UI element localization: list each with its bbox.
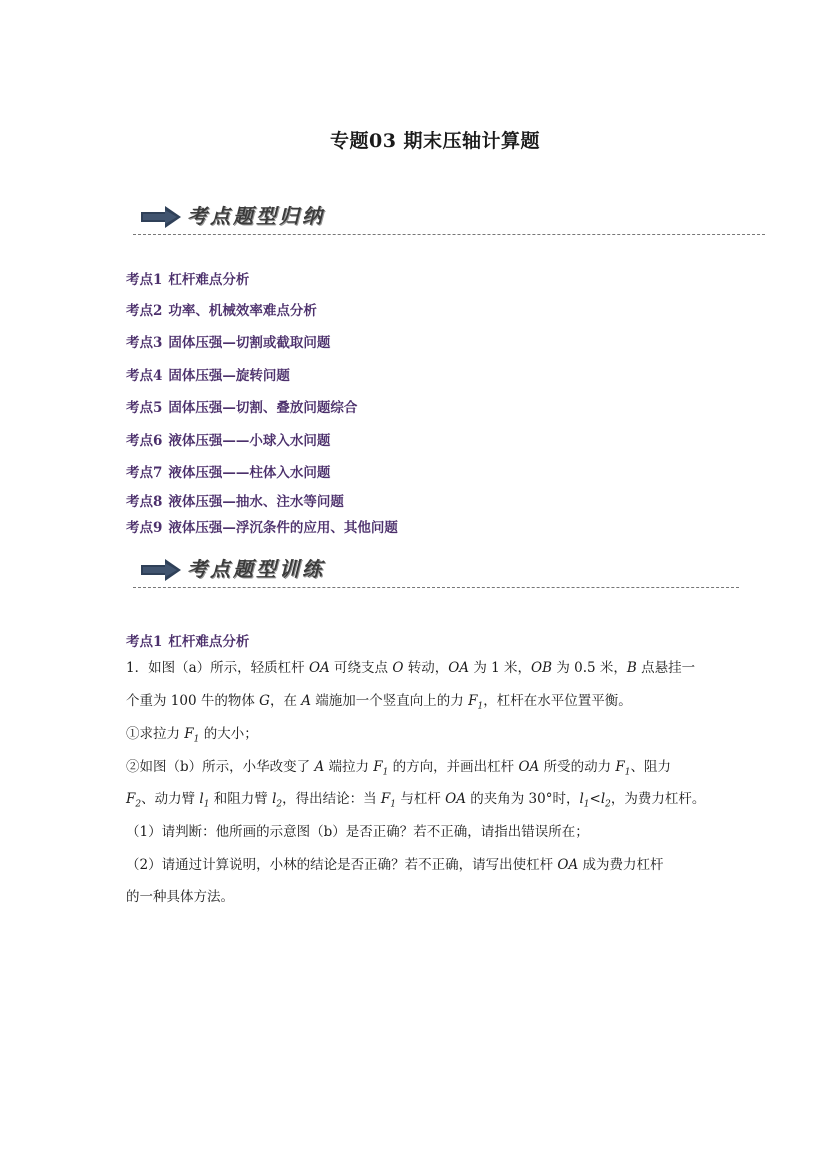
item-label: 杠杆难点分析 <box>168 272 250 288</box>
subscript: 1 <box>583 799 590 810</box>
list-item <box>126 268 249 288</box>
subscript: 2 <box>605 799 611 810</box>
item-number: 考点5 <box>126 400 163 416</box>
var-OA: OA <box>448 660 470 676</box>
question-line-5 <box>126 789 705 815</box>
item-number: 考点7 <box>126 465 163 481</box>
item-label: 固体压强—切割或截取问题 <box>168 335 331 351</box>
text-run: 个重为 100 牛的物体 <box>126 693 260 709</box>
var-OA: OA <box>557 857 579 873</box>
section-number: 考点1 <box>126 634 163 650</box>
question-line-6 <box>126 822 589 842</box>
list-item <box>126 331 330 351</box>
text-run: 与杠杆 <box>396 791 446 807</box>
question-line-2 <box>126 691 632 717</box>
arrow-icon <box>141 557 183 583</box>
item-number: 考点1 <box>126 272 163 288</box>
item-label: 液体压强——小球入水问题 <box>168 433 331 449</box>
text-run: 为 1 米， <box>469 660 532 676</box>
text-run: （2）请通过计算说明，小林的结论是否正确？若不正确，请写出使杠杆 <box>126 857 558 873</box>
text-run: 转动， <box>403 660 449 676</box>
var-F: F <box>184 726 194 742</box>
item-number: 考点8 <box>126 494 163 510</box>
var-F: F <box>380 791 391 807</box>
text-run: 的夹角为 30°时， <box>465 791 580 807</box>
text-run: ，在 <box>269 693 302 709</box>
var-l: l <box>579 791 584 807</box>
list-item <box>126 396 357 416</box>
question-line-4 <box>126 757 671 783</box>
item-label: 液体压强—浮沉条件的应用、其他问题 <box>168 520 398 536</box>
var-F: F <box>468 693 478 709</box>
var-F: F <box>373 759 383 775</box>
var-A: A <box>314 759 325 775</box>
text-run: 点悬挂一 <box>636 660 696 676</box>
text-run: 端施加一个竖直向上的力 <box>311 693 469 709</box>
text-run: （1）请判断：他所画的示意图（b）是否正确？若不正确，请指出错误所在； <box>126 824 589 840</box>
var-l: l <box>199 791 204 807</box>
text-run: 的大小； <box>199 726 258 742</box>
var-l: l <box>600 791 606 807</box>
text-run: ②如图（b）所示，小华改变了 <box>126 759 315 775</box>
item-label: 固体压强—切割、叠放问题综合 <box>168 400 358 416</box>
item-number: 考点3 <box>126 335 163 351</box>
text-run: ，杠杆在水平位置平衡。 <box>483 693 632 709</box>
page-title: 专题03 期末压轴计算题 <box>329 130 541 152</box>
question-line-3 <box>126 724 258 750</box>
subscript: 1 <box>193 734 200 745</box>
item-label: 液体压强——柱体入水问题 <box>168 465 331 481</box>
section-banner-summary <box>133 200 765 240</box>
text-run: 、动力臂 <box>141 791 200 807</box>
less-than: < <box>589 791 601 807</box>
dashed-divider <box>133 234 765 235</box>
question-line-1 <box>126 658 695 678</box>
text-run: 的方向，并画出杠杆 <box>388 759 519 775</box>
dashed-divider <box>133 587 739 588</box>
var-A: A <box>301 693 311 709</box>
var-F: F <box>615 759 625 775</box>
arrow-icon <box>141 204 183 230</box>
list-item <box>126 364 290 384</box>
var-G: G <box>259 693 270 709</box>
text-run: ①求拉力 <box>126 726 185 742</box>
section-heading <box>126 630 249 650</box>
var-OA: OA <box>445 791 466 807</box>
section-banner-training <box>133 553 739 593</box>
text-run: 为 0.5 米， <box>552 660 627 676</box>
var-F: F <box>126 791 136 807</box>
list-item <box>126 461 330 481</box>
section-label: 杠杆难点分析 <box>168 634 250 650</box>
var-O: O <box>392 660 404 676</box>
item-label: 功率、机械效率难点分析 <box>168 303 317 319</box>
subscript: 2 <box>135 799 142 810</box>
list-item <box>126 299 317 319</box>
var-l: l <box>272 791 277 807</box>
banner-title: 考点题型训练 <box>187 557 325 581</box>
text-run: ，得出结论：当 <box>282 791 381 807</box>
text-run: 所受的动力 <box>539 759 616 775</box>
subscript: 1 <box>390 799 397 810</box>
question-line-7 <box>126 855 664 875</box>
item-label: 液体压强—抽水、注水等问题 <box>168 494 344 510</box>
text-run: 端拉力 <box>324 759 374 775</box>
text-run: ，为费力杠杆。 <box>610 791 706 807</box>
subscript: 1 <box>624 767 631 778</box>
subscript: 1 <box>382 767 389 778</box>
text-run: 的一种具体方法。 <box>126 889 234 905</box>
item-number: 考点4 <box>126 368 163 384</box>
item-label: 固体压强—旋转问题 <box>168 368 290 384</box>
text-run: 成为费力杠杆 <box>578 857 664 873</box>
var-B: B <box>626 660 637 676</box>
text-run: 和阻力臂 <box>209 791 273 807</box>
text-run: 可绕支点 <box>329 660 393 676</box>
text-run: 、阻力 <box>630 759 672 775</box>
list-item <box>126 490 344 510</box>
list-item <box>126 516 398 536</box>
subscript: 1 <box>203 799 210 810</box>
item-number: 考点2 <box>126 303 163 319</box>
subscript: 1 <box>477 701 484 712</box>
banner-title: 考点题型归纳 <box>187 204 325 228</box>
var-OA: OA <box>518 759 540 775</box>
question-line-8 <box>126 887 234 907</box>
list-item <box>126 429 330 449</box>
var-OA: OA <box>308 660 330 676</box>
subscript: 2 <box>276 799 283 810</box>
var-OB: OB <box>531 660 553 676</box>
text-run: 1．如图（a）所示，轻质杠杆 <box>126 660 309 676</box>
item-number: 考点6 <box>126 433 163 449</box>
item-number: 考点9 <box>126 520 163 536</box>
